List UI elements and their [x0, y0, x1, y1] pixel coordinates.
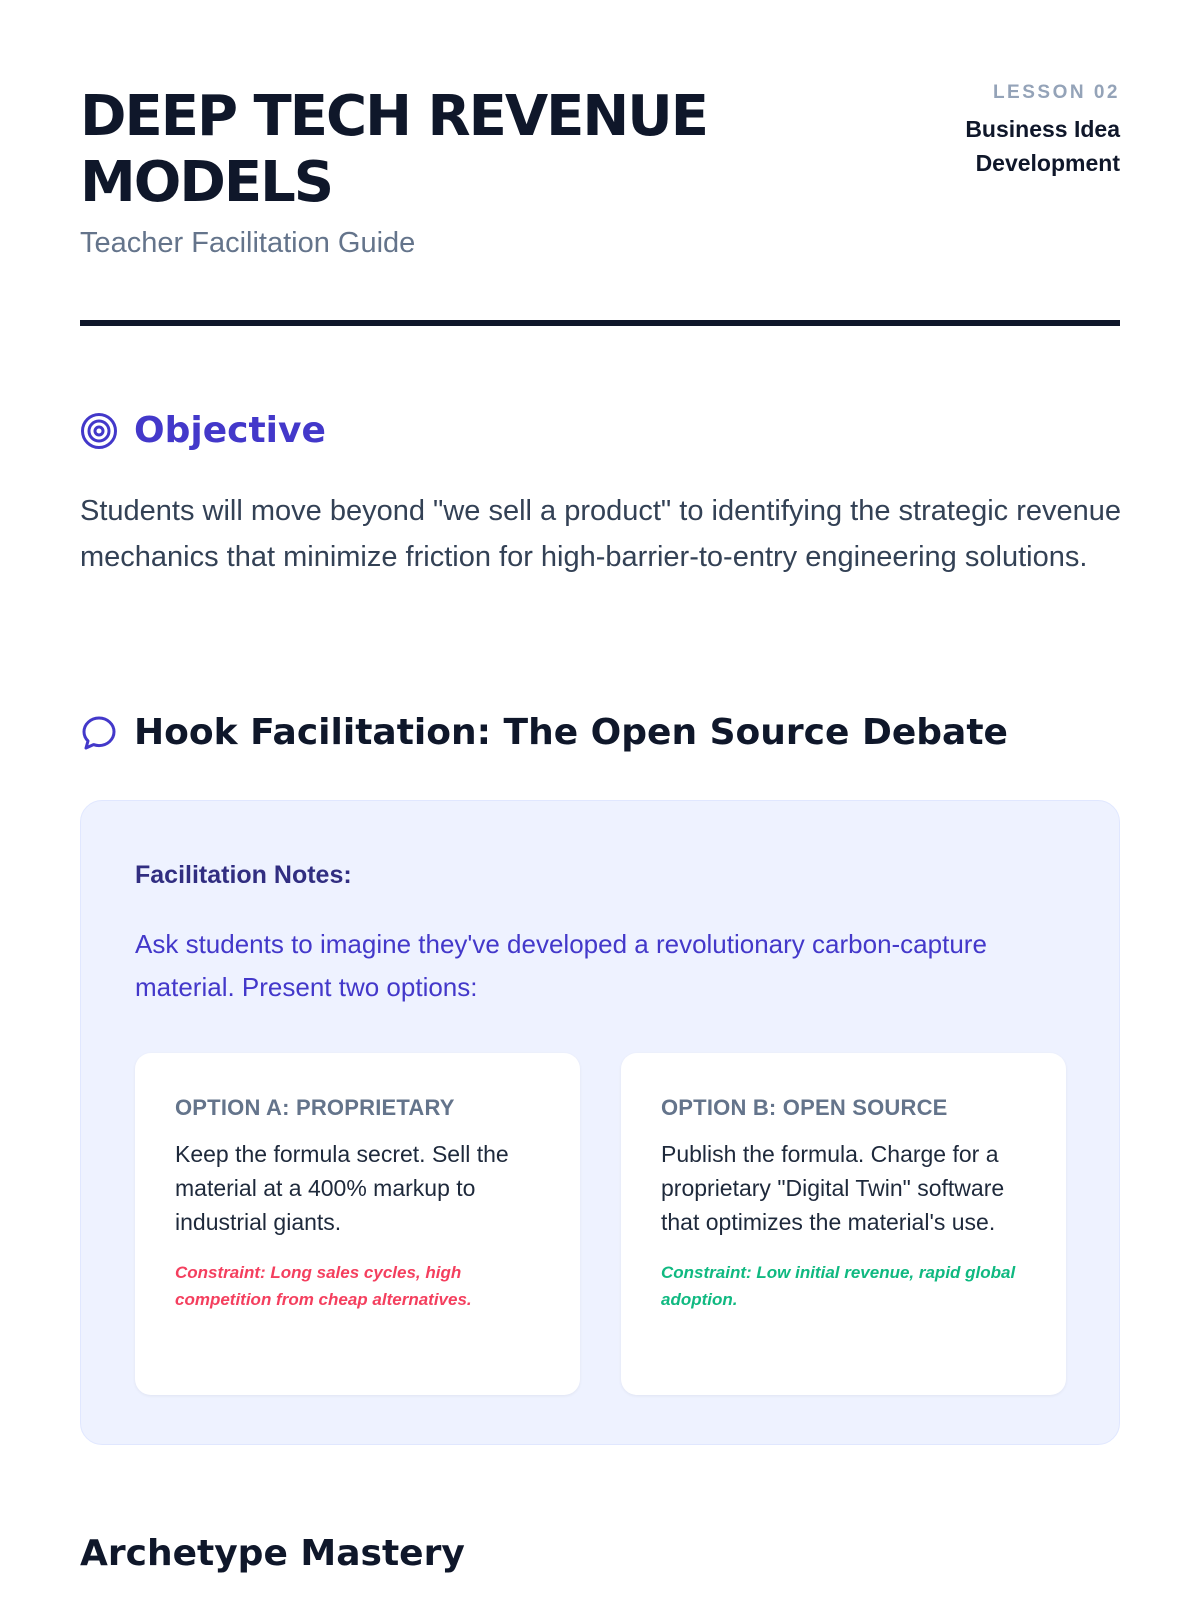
option-body: Keep the formula secret. Sell the material at a 400% markup to industrial giants.	[175, 1141, 509, 1235]
objective-title: Objective	[134, 410, 326, 451]
option-body: Publish the formula. Charge for a proprietary "Digital Twin" software that optimizes the material's use.	[661, 1141, 1005, 1235]
option-constraint: Constraint: Long sales cycles, high competition from cheap alternatives.	[175, 1263, 472, 1309]
objective-text: Students will move beyond "we sell a product" to identifying the strategic revenue mechanics that minimize friction for high-barrier-to-entry engineering solutions.	[80, 495, 1121, 573]
lesson-number: LESSON 02	[992, 82, 1120, 103]
document-subtitle: Teacher Facilitation Guide	[80, 227, 416, 259]
document-title: DEEP TECH REVENUE MODELS	[80, 84, 708, 215]
document-header	[80, 80, 1120, 330]
objective-heading	[80, 408, 326, 454]
hook-heading	[80, 710, 1008, 756]
option-card-open-source	[621, 1053, 1066, 1395]
document-page	[80, 0, 1120, 1600]
facilitation-panel	[80, 800, 1120, 1445]
facilitation-notes-label: Facilitation Notes:	[135, 861, 352, 889]
lesson-topic: Business Idea Development	[965, 116, 1120, 176]
archetype-heading: Archetype Mastery	[80, 1533, 465, 1574]
facilitation-notes-text: Ask students to imagine they've developed a revolutionary carbon-capture material. Present two options:	[135, 929, 987, 1002]
hook-title: Hook Facilitation: The Open Source Debate	[134, 712, 1008, 753]
lesson-meta	[880, 80, 1120, 180]
target-icon	[80, 412, 118, 450]
option-constraint: Constraint: Low initial revenue, rapid global adoption.	[661, 1263, 1016, 1309]
option-title: OPTION B: OPEN SOURCE	[661, 1095, 948, 1120]
option-card-proprietary	[135, 1053, 580, 1395]
header-divider	[80, 320, 1120, 326]
chat-bubble-icon	[80, 714, 118, 752]
option-title: OPTION A: PROPRIETARY	[175, 1095, 455, 1120]
